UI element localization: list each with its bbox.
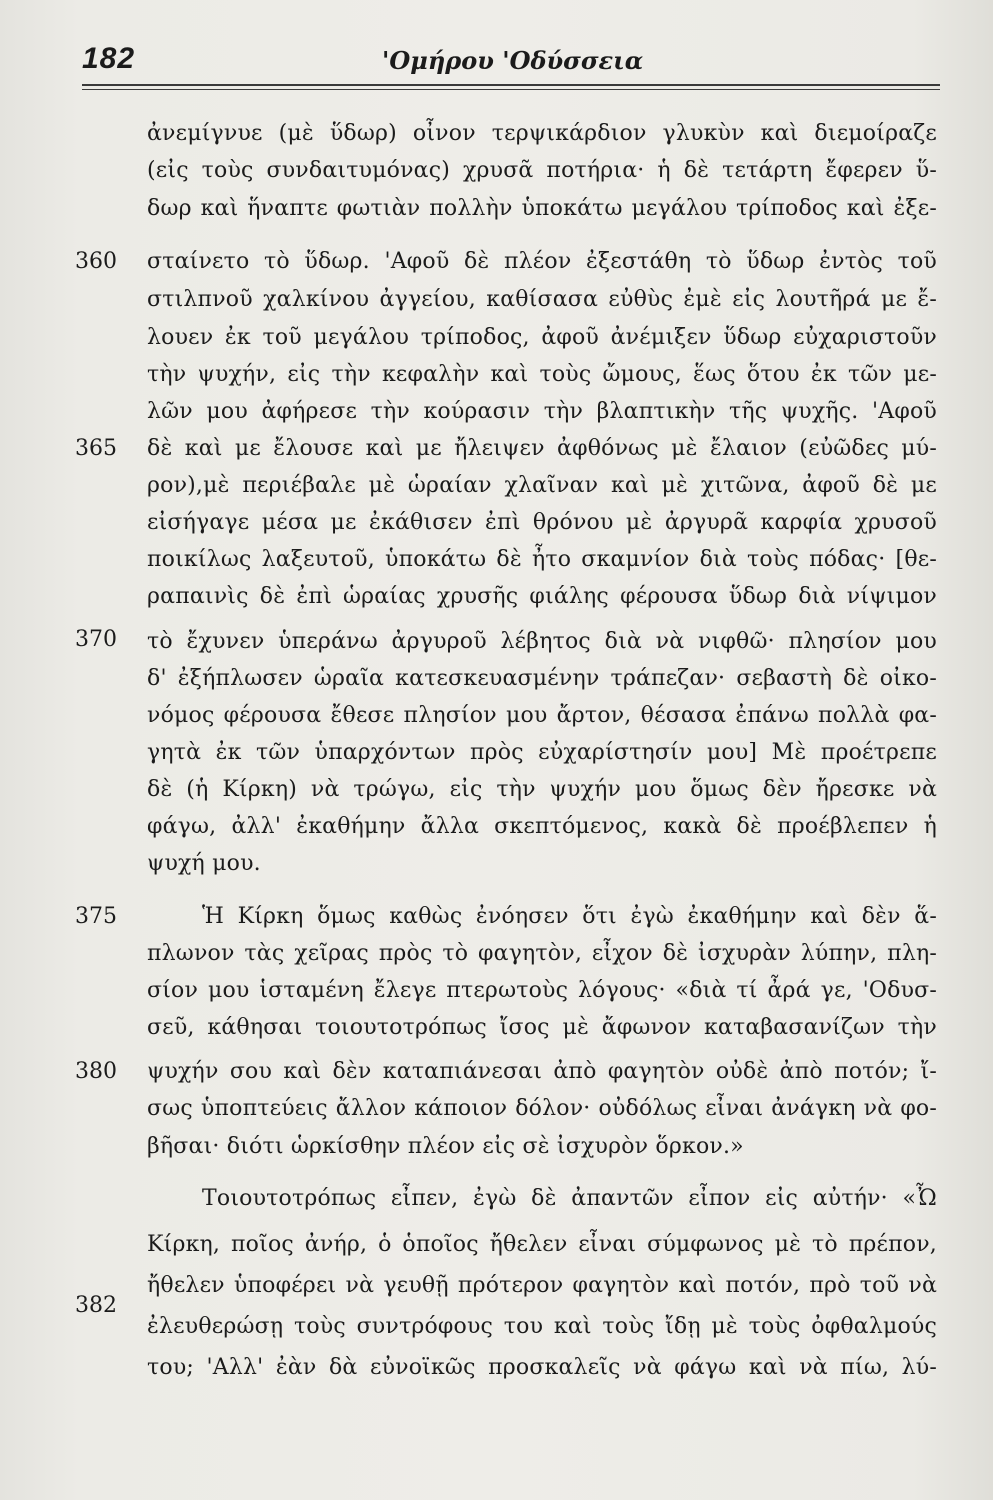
text-line: φάγω, ἀλλ' ἐκαθήμην ἄλλα σκεπτόμενος, κακὰ δὲ προέβλεπεν ἡ <box>147 814 937 839</box>
text-line: ποικίλως λαξευτοῦ, ὑποκάτω δὲ ἦτο σκαμνίον διὰ τοὺς πόδας· [θε- <box>147 547 937 572</box>
text-line: γητὰ ἐκ τῶν ὑπαρχόντων πρὸς εὐχαρίστησίν μου] Μὲ προέτρεπε <box>147 740 937 765</box>
text-line: βῆσαι· διότι ὡρκίσθην πλέον εἰς σὲ ἰσχυρὸν ὅρκον.» <box>147 1134 744 1159</box>
text-line: Τοιουτοτρόπως εἶπεν, ἐγὼ δὲ ἀπαντῶν εἶπον εἰς αὐτήν· «Ὦ <box>202 1186 937 1211</box>
text-line: ἐλευθερώσῃ τοὺς συντρόφους του καὶ τοὺς ἴδῃ μὲ τοὺς ὀφθαλμούς <box>147 1314 937 1339</box>
text-line: τὸ ἔχυνεν ὑπεράνω ἀργυροῦ λέβητος διὰ νὰ νιφθῶ· πλησίον μου <box>147 629 937 654</box>
text-line: σίον μου ἱσταμένη ἔλεγε πτερωτοὺς λόγους· «διὰ τί ἆρά γε, 'Οδυσ- <box>147 978 937 1003</box>
page-header <box>82 40 942 88</box>
text-line: δ' ἐξήπλωσεν ὡραῖα κατεσκευασμένην τράπεζαν· σεβαστὴ δὲ οἰκο- <box>147 666 937 691</box>
text-line: του; 'Αλλ' ἐὰν δὰ εὐνοϊκῶς προσκαλεῖς νὰ φάγω καὶ νὰ πίω, λύ- <box>147 1355 937 1380</box>
line-number: 380 <box>75 1059 117 1084</box>
text-line: (εἰς τοὺς συνδαιτυμόνας) χρυσᾶ ποτήρια· ἡ δὲ τετάρτη ἔφερεν ὕ- <box>147 158 937 183</box>
text-line: πλωνον τὰς χεῖρας πρὸς τὸ φαγητὸν, εἶχον δὲ ἰσχυρὰν λύπην, πλη- <box>147 941 937 966</box>
text-line: δὲ (ἡ Κίρκη) νὰ τρώγω, εἰς τὴν ψυχήν μου ὅμως δὲν ἤρεσκε νὰ <box>147 777 937 802</box>
text-line: Ἡ Κίρκη ὅμως καθὼς ἐνόησεν ὅτι ἐγὼ ἐκαθήμην καὶ δὲν ἅ- <box>202 904 937 929</box>
text-line: ψυχήν σου καὶ δὲν καταπιάνεσαι ἀπὸ φαγητὸν οὐδὲ ἀπὸ ποτόν; ἴ- <box>147 1059 937 1084</box>
text-line: ψυχή μου. <box>147 851 261 876</box>
line-number: 382 <box>75 1293 117 1318</box>
text-line: λῶν μου ἀφήρεσε τὴν κούρασιν τὴν βλαπτικὴν τῆς ψυχῆς. 'Αφοῦ <box>147 399 937 424</box>
line-number: 360 <box>75 249 117 274</box>
page-number: 182 <box>82 42 136 75</box>
text-line: δωρ καὶ ἥναπτε φωτιὰν πολλὴν ὑποκάτω μεγάλου τρίποδος καὶ ἐξε- <box>147 196 937 221</box>
line-number: 370 <box>75 627 117 652</box>
text-line: σως ὑποπτεύεις ἄλλον κάποιον δόλον· οὐδόλως εἶναι ἀνάγκη νὰ φο- <box>147 1096 937 1121</box>
running-title: 'Ομήρου 'Οδύσσεια <box>382 46 644 75</box>
text-line: λουεν ἐκ τοῦ μεγάλου τρίποδος, ἀφοῦ ἀνέμιξεν ὕδωρ εὐχαριστοῦν <box>147 325 937 350</box>
text-line: ρον),μὲ περιέβαλε μὲ ὡραίαν χλαῖναν καὶ μὲ χιτῶνα, ἀφοῦ δὲ με <box>147 473 937 498</box>
header-rule-thin <box>82 89 940 90</box>
text-line: ἤθελεν ὑποφέρει νὰ γευθῇ πρότερον φαγητὸν καὶ ποτόν, πρὸ τοῦ νὰ <box>147 1273 937 1298</box>
text-line: ραπαινὶς δὲ ἐπὶ ὡραίας χρυσῆς φιάλης φέρουσα ὕδωρ διὰ νίψιμον <box>147 584 937 609</box>
text-line: σταίνετο τὸ ὕδωρ. 'Αφοῦ δὲ πλέον ἐξεστάθη τὸ ὕδωρ ἐντὸς τοῦ <box>147 249 937 274</box>
header-rule <box>82 84 940 86</box>
text-line: Κίρκη, ποῖος ἀνήρ, ὁ ὁποῖος ἤθελεν εἶναι σύμφωνος μὲ τὸ πρέπον, <box>147 1232 937 1257</box>
line-number: 375 <box>75 904 117 929</box>
text-line: εἰσήγαγε μέσα με ἐκάθισεν ἐπὶ θρόνου μὲ ἀργυρᾶ καρφία χρυσοῦ <box>147 510 937 535</box>
text-line: σεῦ, κάθησαι τοιουτοτρόπως ἴσος μὲ ἄφωνον καταβασανίζων τὴν <box>147 1015 937 1040</box>
text-line: τὴν ψυχήν, εἰς τὴν κεφαλὴν καὶ τοὺς ὤμους, ἕως ὅτου ἐκ τῶν με- <box>147 362 937 387</box>
text-line: ἀνεμίγνυε (μὲ ὕδωρ) οἶνον τερψικάρδιον γλυκὺν καὶ διεμοίραζε <box>147 121 937 146</box>
text-line: νόμος φέρουσα ἔθεσε πλησίον μου ἄρτον, θέσασα ἐπάνω πολλὰ φα- <box>147 703 937 728</box>
text-line: στιλπνοῦ χαλκίνου ἀγγείου, καθίσασα εὐθὺς ἐμὲ εἰς λουτῆρά με ἔ- <box>147 287 937 312</box>
line-number: 365 <box>75 436 117 461</box>
text-line: δὲ καὶ με ἔλουσε καὶ με ἤλειψεν ἀφθόνως μὲ ἔλαιον (εὐῶδες μύ- <box>147 436 937 461</box>
